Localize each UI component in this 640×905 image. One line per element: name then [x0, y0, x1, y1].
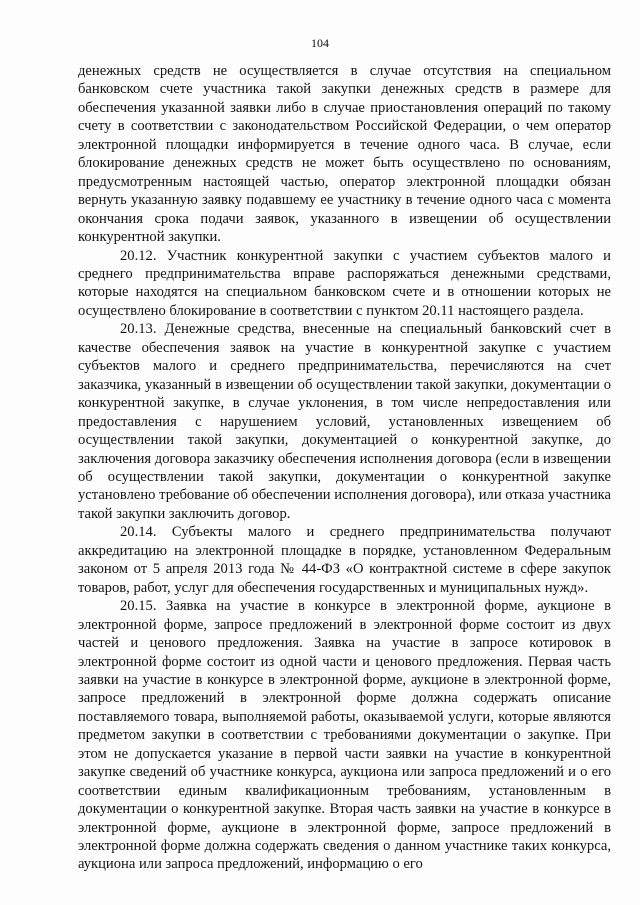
page-number: 104: [311, 36, 329, 50]
paragraph-continuation: денежных средств не осуществляется в случае отсутствия на специальном банковском счете участника такой закупки денежных средств в размере для обеспечения указанной заявки либо в случае приостановления операций по такому счету в соответствии с законодательством Российской Федерации, о чем оператор электронной площадки информируется в течение одного часа. В случае, если блокирование денежных средств не может быть осуществлено по основаниям, предусмотренным настоящей частью, оператор электронной площадки обязан вернуть указанную заявку подавшему ее участнику в течение одного часа с момента окончания срока подачи заявок, указанного в извещении об осуществлении конкурентной закупки.: [78, 63, 611, 246]
paragraph-20-14: 20.14. Субъекты малого и среднего предпринимательства получают аккредитацию на электронной площадке в порядке, установленном Федеральным законом от 5 апреля 2013 года № 44-ФЗ «О контрактной системе в сфере закупок товаров, работ, услуг для обеспечения государственных и муниципальных нужд».: [78, 524, 611, 596]
paragraph-20-12: 20.12. Участник конкурентной закупки с участием субъектов малого и среднего предпринимательства вправе распоряжаться денежными средствами, которые находятся на специальном банковском счете и в отношении которых не осуществлено блокирование в соответствии с пунктом 20.11 настоящего раздела.: [78, 247, 611, 319]
paragraph-20-13: 20.13. Денежные средства, внесенные на специальный банковский счет в качестве обеспечения заявок на участие в конкурентной закупке с участием субъектов малого и среднего предпринимательства, перечисляются на счет заказчика, указанный в извещении об осуществлении такой закупки, документации о конкурентной закупке, в случае уклонения, в том числе непредоставления или предоставления с нарушением условий, установленных извещением об осуществлении такой закупки, документацией о конкурентной закупке, до заключения договора заказчику обеспечения исполнения договора (если в извещении об осуществлении такой закупки, документации о конкурентной закупке установлено требование об обеспечении исполнения договора), или отказа участника такой закупки заключить договор.: [78, 321, 611, 522]
paragraph-20-15: 20.15. Заявка на участие в конкурсе в электронной форме, аукционе в электронной форме, запросе предложений в электронной форме состоит из двух частей и ценового предложения. Заявка на участие в запросе котировок в электронной форме состоит из одной части и ценового предложения. Первая часть заявки на участие в конкурсе в электронной форме, аукционе в электронной форме, запросе предложений в электронной форме должна содержать описание поставляемого товара, выполняемой работы, оказываемой услуги, которые являются предметом закупки в соответствии с требованиями документации о закупке. При этом не допускается указание в первой части заявки на участие в конкурентной закупке сведений об участнике конкурса, аукциона или запроса предложений и о его соответствии единым квалификационным требованиям, установленным в документации о конкурентной закупке. Вторая часть заявки на участие в конкурсе в электронной форме, аукционе в электронной форме, запросе предложений в электронной форме должна содержать сведения о данном участнике таких конкурса, аукциона или запроса предложений, информацию о его: [78, 598, 611, 873]
document-body: [78, 62, 611, 874]
